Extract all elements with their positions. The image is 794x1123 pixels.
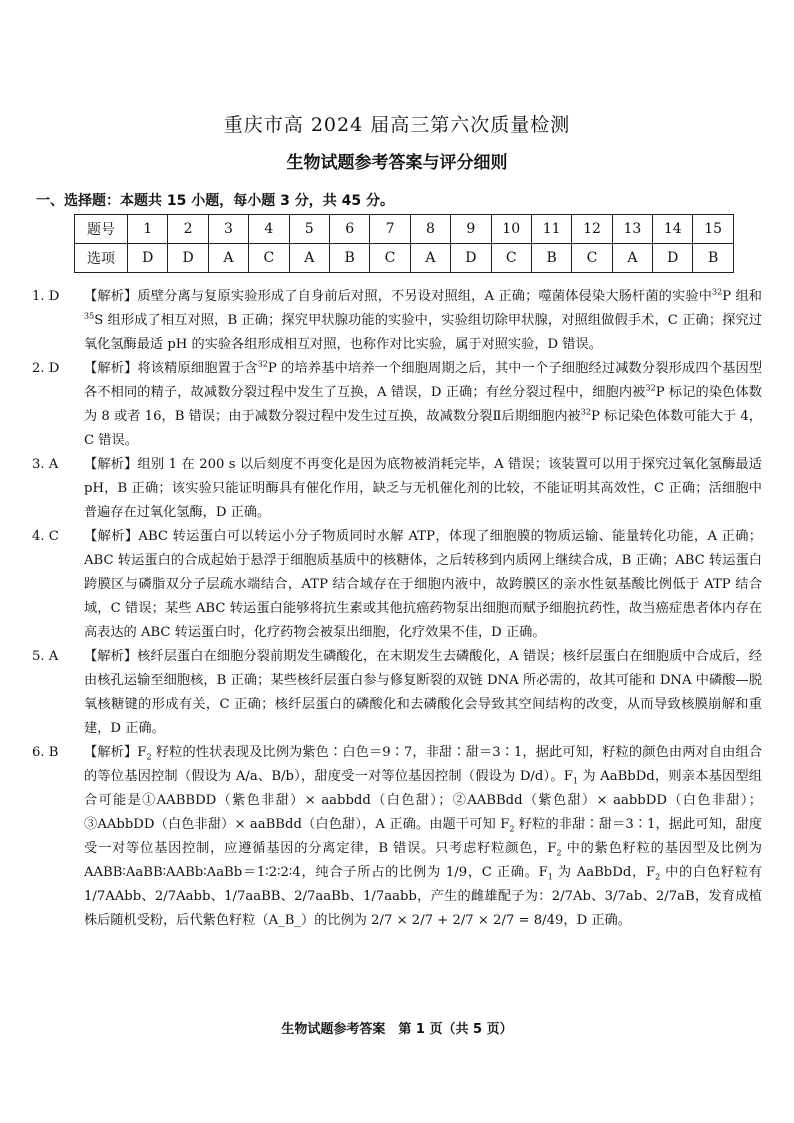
question-number: 7 xyxy=(370,215,410,244)
answer-cell: A xyxy=(410,244,450,273)
document-title: 重庆市高 2024 届高三第六次质量检测 xyxy=(223,114,571,136)
subscript: 2 xyxy=(655,872,661,882)
question-number: 12 xyxy=(572,215,612,244)
answer-row xyxy=(75,244,734,273)
question-number: 2 xyxy=(168,215,208,244)
text-run: 为 AaBbDd，则亲本基因型组合可能是①AABBDD（紫色非甜）× aabbdd（白色甜）；②AABBdd（紫色甜）× aabbDD（白色非甜）；③AAbbDD（白色非甜）× aaBBdd（白色甜），A 正确。由题干可知 F xyxy=(84,769,762,832)
answer-cell: D xyxy=(653,244,693,273)
answer-cell: D xyxy=(168,244,208,273)
explanation-item xyxy=(32,741,762,933)
answer-cell: A xyxy=(612,244,652,273)
answer-cell: A xyxy=(289,244,329,273)
superscript: 35 xyxy=(84,311,95,321)
subscript: 1 xyxy=(572,776,578,786)
item-number: 4. C xyxy=(32,529,59,544)
question-number: 1 xyxy=(128,215,168,244)
answer-cell: D xyxy=(451,244,491,273)
question-number: 8 xyxy=(410,215,450,244)
subscript: 2 xyxy=(556,848,562,858)
question-number: 6 xyxy=(329,215,369,244)
superscript: 32 xyxy=(712,287,723,297)
answer-cell: B xyxy=(329,244,369,273)
item-text xyxy=(84,357,762,453)
item-text xyxy=(84,285,762,357)
question-number-row xyxy=(75,215,734,244)
text-run: S 组形成了相互对照，B 正确；探究甲状腺功能的实验中，实验组切除甲状腺，对照组做假手术，C 正确；探究过氧化氢酶最适 pH 的实验各组形成相互对照，也称作对比实验，属于对照实验，D 错误。 xyxy=(84,313,762,352)
explanation-item xyxy=(32,525,762,645)
document-subtitle: 生物试题参考答案与评分细则 xyxy=(286,153,508,173)
question-number: 3 xyxy=(208,215,248,244)
text-run: P 的培养基中培养一个细胞周期之后，其中一个子细胞经过减数分裂形成四个基因型各不相同的精子，故减数分裂过程中发生了互换，A 错误，D 正确；有丝分裂过程中，细胞内被 xyxy=(84,361,763,400)
item-number: 6. B xyxy=(32,745,59,760)
question-number: 13 xyxy=(612,215,652,244)
item-number: 5. A xyxy=(32,649,59,664)
subscript: 2 xyxy=(146,752,152,762)
row-label-question: 题号 xyxy=(75,215,128,244)
answer-cell: C xyxy=(572,244,612,273)
answer-cell: D xyxy=(128,244,168,273)
explanation-item xyxy=(32,357,762,453)
text-run: 【解析】将该精原细胞置于含 xyxy=(84,361,258,376)
subscript: 2 xyxy=(509,824,515,834)
answer-cell: C xyxy=(370,244,410,273)
text-run: 【解析】F xyxy=(84,745,147,760)
explanation-item xyxy=(32,453,762,525)
text-run: P 标记的染色体数为 8 或者 16，B 错误；由于减数分裂过程中发生过互换，故减数分裂Ⅱ后期细胞内被 xyxy=(84,385,762,424)
answer-cell: C xyxy=(491,244,531,273)
question-number: 14 xyxy=(653,215,693,244)
explanation-item xyxy=(32,285,762,357)
answer-cell: B xyxy=(693,244,733,273)
text-run: 中的白色籽粒有 1/7AAbb、2/7Aabb、1/7aaBB、2/7aaBb、1/7aabb，产生的雌雄配子为：2/7Ab、3/7ab、2/7aB，发育成植株后随机受粉，后代紫色籽粒（A_B_）的比例为 2/7 × 2/7 + 2/7 × 2/7 = 8/49，D 正确。 xyxy=(84,865,762,928)
item-number: 3. A xyxy=(32,457,59,472)
item-text xyxy=(84,741,762,933)
text-run: 籽粒的非甜∶甜＝3∶1，据此可知，甜度受一对等位基因控制，应遵循基因的分离定律，B 错误。只考虑籽粒颜色，F xyxy=(84,817,762,856)
answer-cell: C xyxy=(249,244,289,273)
superscript: 32 xyxy=(645,383,656,393)
answer-cell: A xyxy=(208,244,248,273)
subscript: 1 xyxy=(547,872,553,882)
text-run: 籽粒的性状表现及比例为紫色∶白色＝9∶7，非甜∶甜＝3∶1，据此可知，籽粒的颜色由两对自由组合的等位基因控制（假设为 A/a、B/b），甜度受一对等位基因控制（假设为 D/d）。F xyxy=(84,745,763,784)
answer-table xyxy=(74,214,734,273)
text-run: 为 AaBbDd，F xyxy=(552,865,656,880)
superscript: 32 xyxy=(580,407,591,417)
section-heading: 一、选择题：本题共 15 小题，每小题 3 分，共 45 分。 xyxy=(36,193,394,209)
question-number: 11 xyxy=(531,215,571,244)
item-number: 1. D xyxy=(32,289,60,304)
item-text: 【解析】核纤层蛋白在细胞分裂前期发生磷酸化，在末期发生去磷酸化，A 错误；核纤层蛋白在细胞质中合成后，经由核孔运输至细胞核，B 正确；某些核纤层蛋白参与修复断裂的双链 DNA 所必需的，故其可能和 DNA 中磷酸—脱氧核糖键的形成有关，C 正确；核纤层蛋白的磷酸化和去磷酸化会导致其空间结构的改变，从而导致核膜崩解和重建，D 正确。 xyxy=(84,649,762,736)
text-run: P 组和 xyxy=(722,289,762,304)
row-label-answer: 选项 xyxy=(75,244,128,273)
answer-cell: B xyxy=(531,244,571,273)
explanation-item xyxy=(32,645,762,741)
page-footer: 生物试题参考答案 第 1 页（共 5 页） xyxy=(281,1022,513,1037)
text-run: 【解析】质壁分离与复原实验形成了自身前后对照，不另设对照组，A 正确；噬菌体侵染大肠杆菌的实验中 xyxy=(84,289,713,304)
question-number: 4 xyxy=(249,215,289,244)
question-number: 5 xyxy=(289,215,329,244)
item-text: 【解析】组别 1 在 200 s 以后刻度不再变化是因为底物被消耗完毕，A 错误；该装置可以用于探究过氧化氢酶最适 pH，B 正确；该实验只能证明酶具有催化作用，缺乏与无机催化剂的比较，不能证明其高效性，C 正确；活细胞中普遍存在过氧化氢酶，D 正确。 xyxy=(84,457,762,520)
superscript: 32 xyxy=(257,359,268,369)
item-number: 2. D xyxy=(32,361,60,376)
text-run: 中的紫色籽粒的基因型及比例为 AABB∶AaBB∶AABb∶AaBb＝1∶2∶2∶4，纯合子所占的比例为 1/9，C 正确。F xyxy=(84,841,762,880)
question-number: 10 xyxy=(491,215,531,244)
text-run: P 标记染色体数可能大于 4，C 错误。 xyxy=(84,409,762,448)
question-number: 9 xyxy=(451,215,491,244)
item-text: 【解析】ABC 转运蛋白可以转运小分子物质同时水解 ATP，体现了细胞膜的物质运输、能量转化功能，A 正确；ABC 转运蛋白的合成起始于悬浮于细胞质基质中的核糖体，之后转移到内质网上继续合成，B 正确；ABC 转运蛋白跨膜区与磷脂双分子层疏水端结合，ATP 结合域存在于细胞内液中，故跨膜区的亲水性氨基酸比例低于 ATP 结合域，C 错误；某些 ABC 转运蛋白能够将抗生素或其他抗癌药物泵出细胞而赋予细胞抗药性，故当癌症患者体内存在高表达的 ABC 转运蛋白时，化疗药物会被泵出细胞，化疗效果不佳，D 正确。 xyxy=(84,529,762,640)
question-number: 15 xyxy=(693,215,733,244)
explanations xyxy=(32,285,762,933)
